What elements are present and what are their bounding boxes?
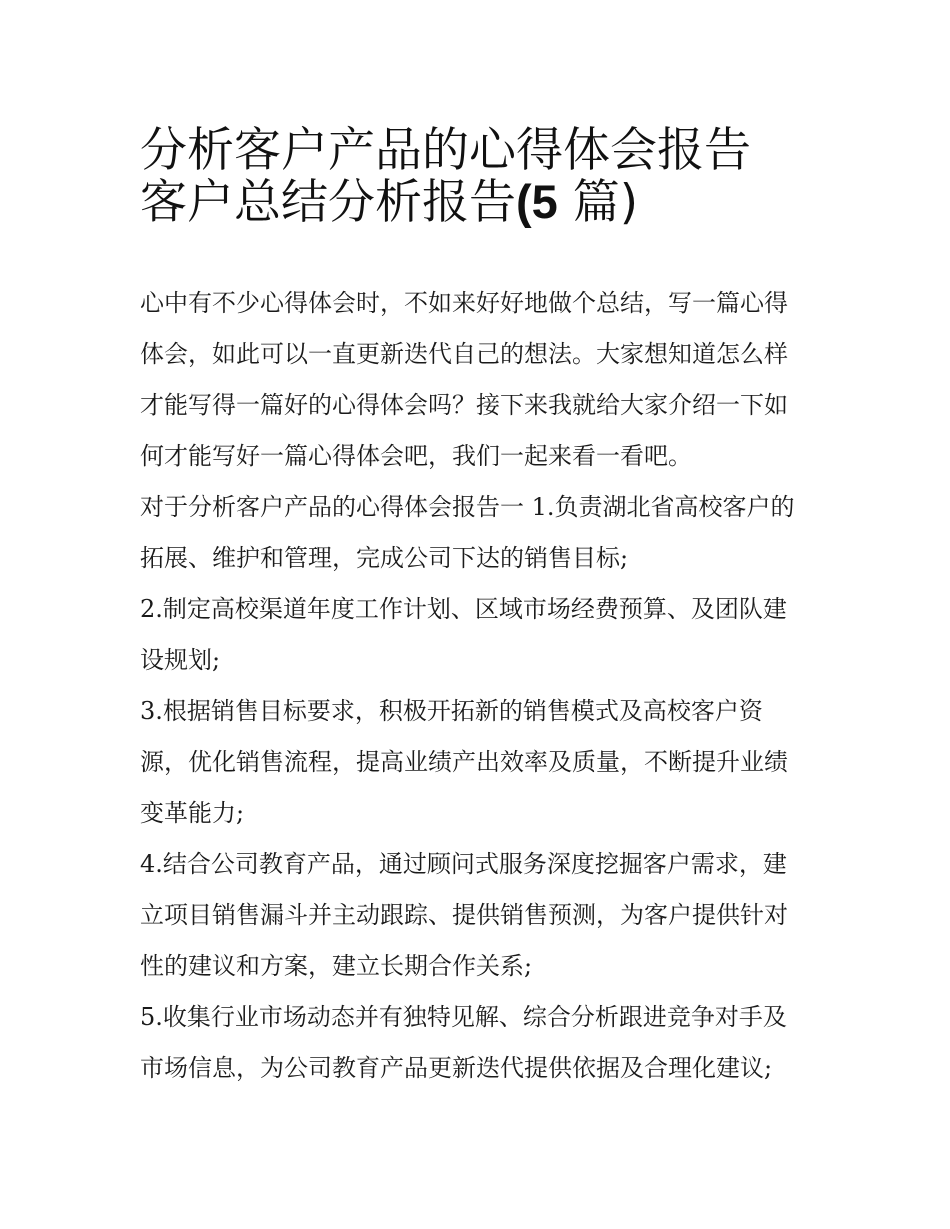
- paragraph-line: 3.根据销售目标要求，积极开拓新的销售模式及高校客户资: [140, 697, 763, 725]
- title-line-2-suffix: 篇): [557, 175, 639, 230]
- paragraph-intro: [140, 278, 830, 482]
- paragraph-item-3: [140, 686, 830, 839]
- paragraph-line: 源，优化销售流程，提高业绩产出效率及质量，不断提升业绩: [140, 748, 788, 776]
- paragraph-line: 变革能力;: [140, 799, 245, 827]
- title-count: 5: [531, 175, 558, 228]
- paragraph-line: 2.制定高校渠道年度工作计划、区域市场经费预算、及团队建: [140, 595, 787, 623]
- paragraph-line: 设规划;: [140, 646, 221, 674]
- paragraph-line: 心中有不少心得体会时，不如来好好地做个总结，写一篇心得: [140, 289, 788, 317]
- document-body: [140, 278, 830, 1094]
- paragraph-line: 体会，如此可以一直更新迭代自己的想法。大家想知道怎么样: [140, 340, 788, 368]
- paragraph-line: 对于分析客户产品的心得体会报告一 1.负责湖北省高校客户的: [140, 493, 795, 521]
- paragraph-line: 市场信息，为公司教育产品更新迭代提供依据及合理化建议;: [140, 1054, 773, 1082]
- title-paren-open: (: [516, 175, 532, 228]
- paragraph-line: 立项目销售漏斗并主动跟踪、提供销售预测，为客户提供针对: [140, 901, 788, 929]
- paragraph-item-2: [140, 584, 830, 686]
- paragraph-line: 性的建议和方案，建立长期合作关系;: [140, 952, 533, 980]
- paragraph-item-1: [140, 482, 830, 584]
- paragraph-line: 何才能写好一篇心得体会吧，我们一起来看一看吧。: [140, 442, 692, 470]
- title-line-2-prefix: 客户总结分析报告: [140, 175, 516, 230]
- document-title: [140, 112, 830, 230]
- paragraph-line: 5.收集行业市场动态并有独特见解、综合分析跟进竞争对手及: [140, 1003, 787, 1031]
- paragraph-line: 才能写得一篇好的心得体会吗？接下来我就给大家介绍一下如: [140, 391, 788, 419]
- paragraph-line: 4.结合公司教育产品，通过顾问式服务深度挖掘客户需求，建: [140, 850, 787, 878]
- paragraph-item-4: [140, 839, 830, 992]
- paragraph-item-5: [140, 992, 830, 1094]
- paragraph-line: 拓展、维护和管理，完成公司下达的销售目标;: [140, 544, 629, 572]
- title-line-1: 分析客户产品的心得体会报告: [140, 123, 751, 178]
